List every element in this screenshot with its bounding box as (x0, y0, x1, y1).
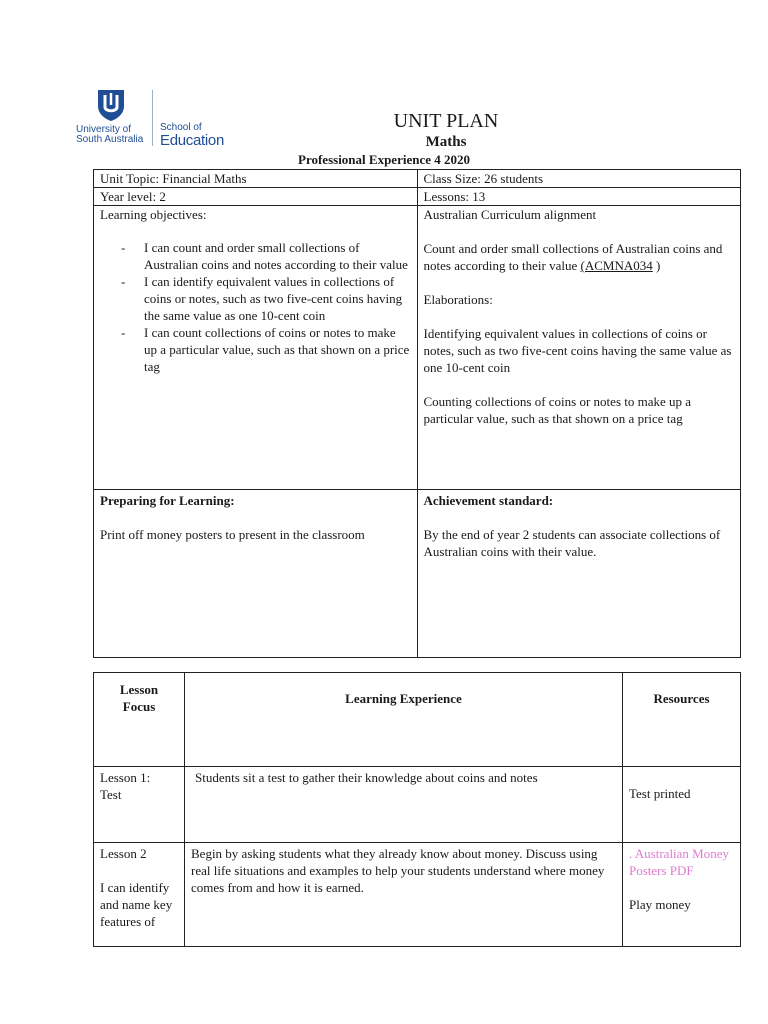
play-money-resource: Play money (629, 897, 691, 912)
subtitle: Professional Experience 4 2020 (298, 152, 470, 167)
class-size: Class Size: 26 students (417, 170, 741, 188)
achievement-label: Achievement standard: (423, 493, 554, 508)
curriculum-text (424, 240, 735, 274)
elaborations-label: Elaborations: (423, 292, 493, 307)
elaboration-1: Identifying equivalent values in collections of coins or notes, such as two five-cent coins having the same value as one 10-cent coin (423, 326, 732, 375)
table-header-row (94, 673, 741, 767)
education-label: Education (160, 132, 225, 149)
subject-title: Maths (425, 134, 467, 150)
learning-experience: Begin by asking students what they already know about money. Discuss using real life situations and examples to help your students understand where money comes from and how it is earned. (185, 843, 623, 947)
university-line-1: University of (76, 124, 132, 135)
lessons-table (93, 672, 741, 947)
curriculum-cell (417, 206, 741, 490)
lesson-focus (94, 843, 185, 947)
school-label: School of (160, 122, 202, 133)
col-learning-experience: Learning Experience (185, 673, 623, 767)
resources: Test printed (623, 767, 741, 843)
list-item: - I can identify equivalent values in collections of coins or notes, such as two five-cent coins having the same value as one 10-cent coin (144, 273, 411, 324)
table-row (94, 490, 741, 658)
achievement-text: By the end of year 2 students can associate collections of Australian coins with their value. (423, 527, 721, 559)
learning-objectives-cell (94, 206, 418, 490)
lesson-focus (94, 767, 185, 843)
lesson-focus-text: Lesson 1: Test (100, 770, 151, 802)
resources (623, 843, 741, 947)
curriculum-label: Australian Curriculum alignment (423, 207, 597, 222)
lesson-detail: I can identify and name key features of (100, 880, 173, 929)
preparing-label: Preparing for Learning: (100, 493, 235, 508)
col-lesson-focus-label: Lesson Focus (119, 682, 159, 714)
achievement-cell (417, 490, 741, 658)
preparing-cell (94, 490, 418, 658)
curriculum-code-close: ) (656, 258, 661, 273)
col-lesson-focus (94, 673, 185, 767)
objectives-label: Learning objectives: (100, 207, 207, 222)
table-row (94, 843, 741, 947)
year-level: Year level: 2 (94, 188, 418, 206)
table-row (94, 206, 741, 490)
money-posters-link[interactable]: . Australian Money Posters PDF (629, 846, 730, 878)
learning-experience: Students sit a test to gather their knowledge about coins and notes (185, 767, 623, 843)
lesson-title: Lesson 2 (100, 846, 147, 861)
unit-topic: Unit Topic: Financial Maths (94, 170, 418, 188)
objectives-list (100, 239, 411, 375)
col-resources: Resources (623, 673, 741, 767)
unit-overview-table (93, 169, 741, 658)
list-item: - I can count collections of coins or notes to make up a particular value, such as that shown on a price tag (144, 324, 411, 375)
table-row (94, 188, 741, 206)
curriculum-description: Count and order small collections of Australian coins and notes according to their value (423, 241, 723, 273)
university-line-2: South Australia (76, 134, 144, 145)
table-row (94, 767, 741, 843)
table-row (94, 170, 741, 188)
list-item: - I can count and order small collections of Australian coins and notes according to their value (144, 239, 411, 273)
lesson-count: Lessons: 13 (417, 188, 741, 206)
curriculum-code-link[interactable]: (ACMNA034 (580, 258, 653, 273)
preparing-text: Print off money posters to present in the classroom (100, 527, 365, 542)
page-title: UNIT PLAN (393, 110, 499, 132)
elaboration-2: Counting collections of coins or notes to make up a particular value, such as that shown on a price tag (423, 394, 692, 426)
